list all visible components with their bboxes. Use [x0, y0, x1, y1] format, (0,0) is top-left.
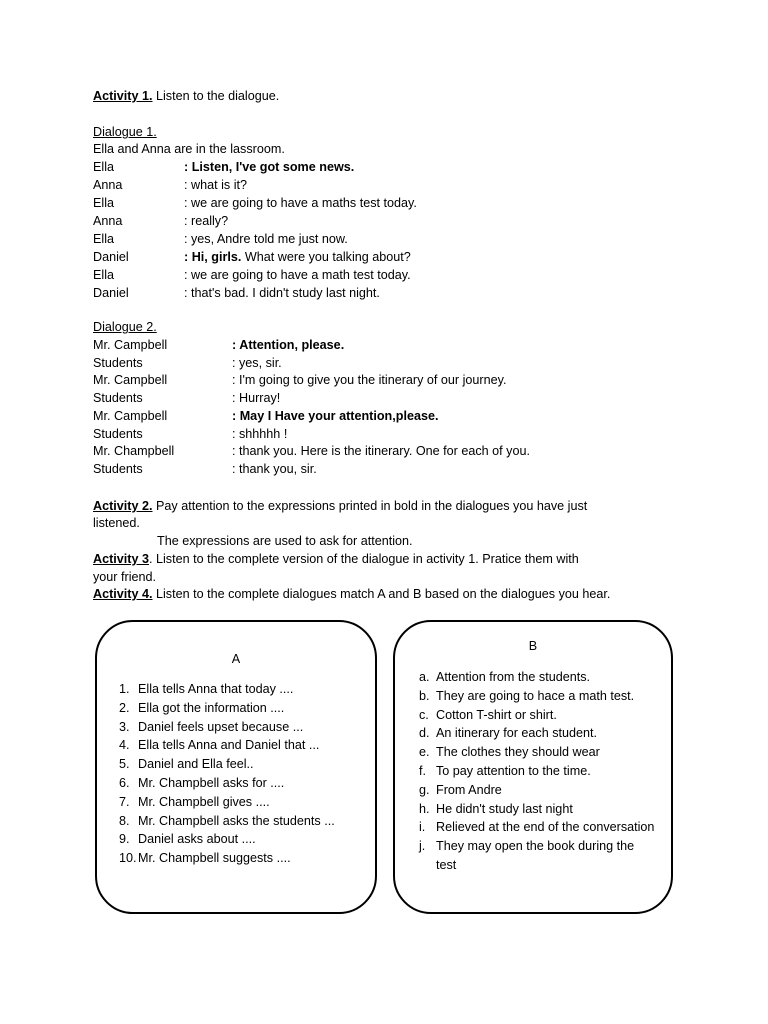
item-marker: 7. [119, 794, 130, 809]
dialogue-2-heading: Dialogue 2. [93, 320, 157, 334]
item-marker: 8. [119, 813, 130, 828]
dialogue-1-speaker: Ella [93, 268, 114, 282]
item-marker: f. [419, 763, 426, 778]
activity-3-line-2: your friend. [93, 570, 156, 584]
activity-2-line-2: listened. [93, 516, 140, 530]
item-marker: 1. [119, 682, 130, 696]
dialogue-1-speaker: Ella [93, 196, 114, 210]
list-item [119, 718, 335, 737]
list-item [119, 830, 335, 849]
box-b-title: B [528, 639, 538, 653]
item-text: Mr. Champbell asks the students ... [138, 813, 335, 828]
activity-1-text: Listen to the dialogue. [152, 89, 280, 103]
activity-3-text-1: . Listen to the complete version of the dialogue in activity 1. Pratice them with [149, 552, 579, 566]
item-text: Relieved at the end of the conversation [436, 820, 655, 835]
item-marker: g. [419, 782, 430, 797]
list-item [119, 812, 335, 831]
list-item [419, 818, 655, 837]
dialogue-1-setting: Ella and Anna are in the lassroom. [93, 142, 285, 156]
bold-expression: : Attention, please. [232, 338, 345, 352]
item-marker: 9. [119, 832, 130, 847]
item-text: They may open the book during the test [436, 839, 635, 872]
item-text: To pay attention to the time. [436, 763, 591, 778]
list-item [419, 781, 655, 800]
utterance-text: What were you talking about? [241, 250, 411, 264]
dialogue-2-speaker: Students [93, 461, 143, 476]
item-text: From Andre [436, 782, 502, 797]
item-text: Attention from the students. [436, 670, 591, 684]
dialogue-2-speaker: Students [93, 426, 143, 441]
dialogue-1-speaker: Anna [93, 214, 123, 228]
item-marker: 4. [119, 738, 130, 753]
item-text: Mr. Champbell gives .... [138, 794, 270, 809]
item-text: Daniel and Ella feel.. [138, 757, 254, 772]
activity-2-line-3: The expressions are used to ask for attention. [157, 534, 413, 548]
utterance-text: : I'm going to give you the itinerary of our journey. [232, 373, 507, 388]
utterance-text: : yes, sir. [232, 355, 282, 370]
utterance-text: : really? [184, 214, 229, 228]
item-text: Daniel asks about .... [138, 832, 256, 847]
dialogue-1-utterance [184, 160, 354, 174]
dialogue-1-utterance [184, 178, 247, 192]
dialogue-1-utterance [184, 232, 348, 246]
item-text: Ella got the information .... [138, 700, 285, 715]
box-a [95, 620, 377, 914]
bold-expression: : May I Have your attention,please. [232, 408, 439, 423]
item-marker: i. [419, 820, 426, 835]
item-marker: d. [419, 726, 430, 741]
list-item [119, 755, 335, 774]
list-item [419, 724, 655, 743]
item-marker: 6. [119, 775, 130, 790]
item-text: Daniel feels upset because ... [138, 719, 304, 734]
item-text: An itinerary for each student. [436, 726, 598, 741]
dialogue-1-speaker: Daniel [93, 250, 129, 264]
dialogue-1-speaker: Ella [93, 232, 114, 246]
list-item [119, 849, 335, 868]
utterance-text: : Hurray! [232, 391, 281, 406]
utterance-text: : thank you. Here is the itinerary. One for each of you. [232, 444, 530, 459]
list-item [419, 706, 655, 725]
item-text: The clothes they should wear [436, 745, 600, 760]
activity-3-label: Activity 3 [93, 552, 149, 566]
item-text: They are going to hace a math test. [436, 688, 635, 703]
item-marker: a. [419, 670, 430, 684]
item-text: Ella tells Anna that today .... [138, 682, 294, 696]
activity-4-line [93, 587, 610, 601]
list-item [119, 774, 335, 793]
item-marker: b. [419, 688, 430, 703]
utterance-text: : thank you, sir. [232, 461, 317, 476]
utterance-text: : that's bad. I didn't study last night. [184, 286, 380, 300]
activity-2-label: Activity 2. [93, 499, 153, 513]
activity-2-text-1: Pay attention to the expressions printed in bold in the dialogues you have just [152, 499, 588, 513]
item-marker: 5. [119, 757, 130, 772]
list-item [419, 837, 655, 875]
dialogue-2-utterance [232, 462, 317, 476]
dialogue-1-heading: Dialogue 1. [93, 125, 157, 139]
item-text: He didn't study last night [436, 801, 573, 816]
dialogue-2-utterance [232, 444, 530, 458]
item-marker: h. [419, 801, 430, 816]
list-item [419, 668, 655, 687]
dialogue-2-utterance [232, 391, 280, 405]
box-b [393, 620, 673, 914]
dialogue-1-utterance [184, 286, 380, 300]
dialogue-1-utterance [184, 214, 228, 228]
item-text: Mr. Champbell suggests .... [138, 851, 291, 866]
dialogue-2-utterance [232, 427, 287, 441]
dialogue-2-utterance [232, 409, 438, 423]
utterance-text: : shhhhh ! [232, 426, 288, 441]
dialogue-2-utterance [232, 373, 506, 387]
dialogue-2-speaker: Mr. Campbell [93, 408, 168, 423]
activity-1-label: Activity 1. [93, 89, 153, 103]
utterance-text: : yes, Andre told me just now. [184, 232, 348, 246]
dialogue-1-speaker: Ella [93, 160, 114, 174]
list-item [119, 680, 335, 699]
activity-3-line-1 [93, 552, 579, 566]
item-text: Mr. Champbell asks for .... [138, 775, 285, 790]
dialogue-1-speaker: Anna [93, 178, 123, 192]
dialogue-1-speaker: Daniel [93, 286, 129, 300]
dialogue-1-utterance [184, 196, 417, 210]
item-marker: 10. [119, 851, 137, 866]
dialogue-1-utterance [184, 268, 411, 282]
list-item [419, 762, 655, 781]
list-item [419, 687, 655, 706]
item-marker: 3. [119, 719, 130, 734]
activity-1-line [93, 89, 279, 103]
dialogue-2-utterance [232, 338, 344, 352]
list-item [119, 736, 335, 755]
list-item [119, 793, 335, 812]
bold-expression: : Listen, I've got some news. [184, 160, 355, 174]
item-marker: j. [419, 839, 426, 854]
item-text: Ella tells Anna and Daniel that ... [138, 738, 320, 753]
item-text: Cotton T-shirt or shirt. [436, 707, 557, 722]
bold-expression: : Hi, girls. [184, 250, 242, 264]
dialogue-1-utterance [184, 250, 411, 264]
dialogue-2-speaker: Students [93, 355, 143, 370]
dialogue-2-speaker: Mr. Campbell [93, 338, 168, 352]
list-item [419, 743, 655, 762]
box-a-list [119, 680, 335, 868]
box-b-list [419, 668, 655, 875]
activity-4-text: Listen to the complete dialogues match A and B based on the dialogues you hear. [152, 587, 611, 601]
item-marker: c. [419, 707, 429, 722]
box-a-title: A [231, 652, 241, 666]
list-item [119, 699, 335, 718]
item-marker: 2. [119, 700, 130, 715]
activity-2-line-1 [93, 499, 587, 513]
utterance-text: : we are going to have a math test today. [184, 268, 411, 282]
activity-4-label: Activity 4. [93, 587, 153, 601]
list-item [419, 800, 655, 819]
utterance-text: : what is it? [184, 178, 247, 192]
item-marker: e. [419, 745, 430, 760]
dialogue-2-speaker: Students [93, 391, 143, 406]
dialogue-2-utterance [232, 356, 282, 370]
dialogue-2-speaker: Mr. Champbell [93, 444, 175, 459]
utterance-text: : we are going to have a maths test today. [184, 196, 417, 210]
dialogue-2-speaker: Mr. Campbell [93, 373, 168, 388]
